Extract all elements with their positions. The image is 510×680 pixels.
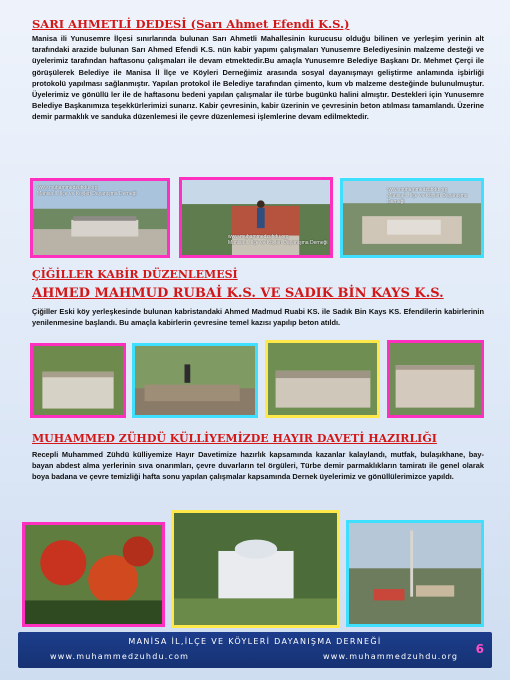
section3-photo-2 [171,510,340,628]
section1-photo-3 [340,178,484,258]
footer-bar [18,632,492,668]
section2-title-line2: AHMED MAHMUD RUBAİ K.S. VE SADIK BİN KAYS K.S. [32,286,444,301]
photo-watermark: www.muhammedzuhdu.org Manisa İl, İlçe ve Köyleri Dayanışma Derneği [228,234,328,246]
photo-watermark: www.muhammedzuhdu.org Manisa İl, İlçe ve Köyleri Dayanışma Derneği [37,185,137,197]
section3-photo-3 [346,520,484,627]
section1-photo-2 [179,177,333,258]
section1-photo-1 [30,178,170,258]
section2-photo-2 [132,343,258,418]
footer-website-right[interactable]: www.muhammedzuhdu.org [323,652,459,661]
footer-website-left[interactable]: www.muhammedzuhdu.com [50,652,190,661]
photo-watermark: www.muhammedzuhdu.org Manisa İl, İlçe ve Köyleri Dayanışma Derneği [387,187,468,205]
section3-photo-1 [22,522,165,627]
section1-title: SARI AHMETLİ DEDESİ (Sarı Ahmet Efendi K.S.) [32,17,350,31]
section3-text: Recepli Muhammed Zühdü külliyemize Hayır Davetimize hazırlık kapsamında kazanlar kalaylandı, mutfak, bulaşıkhane, bay-bayan abdest alma yerlerinin sıva onarımları, çevre duvarların tel örgüleri, Türbe demir parmaklıkların tamiratı ile genel olarak boya badana ve çevre temizliği hafta sonu yapılan çalışmalar kapsamında Dernek üyelerimiz ve gönüllülerimizce yapıldı. [32,450,484,482]
section2-photo-1 [30,343,126,418]
section1-text: Manisa ili Yunusemre İlçesi sınırlarında bulunan Sarı Ahmetli Mahallesinin kurucusu olduğu bilinen ve yerleşim yerinin alt tarafındaki arazide bulunan Sarı Ahmed Efendi K.S. nün kabir yapımı çalışmaları Yunusemre Belediyesinin malzeme desteği ve üyelerimiz tarafından haftasonu çalışmaları ile devam etmektedir.Bu amaçla Yunusemre Belediye Başkanı Dr. Mehmet Çerçi ile görüşülerek Belediye ile Manisa İl İlçe ve Köyleri Derneğimiz arasında sosyal dayanışmayı geliştirme anlamında işbirliği protokolü yapılması sağlanmıştır. Yapılan protokol ile Belediye tarafından çimento, kum vb malzeme desteğinde bulunulmuştur. Üyelerimiz ve gönüllü ler ile de haftasonu bedeni yapılan çalışmalar ile türbe bugünkü halini almıştır. Destekleri için Yunusemre Belediye Başkanımıza teşekkürlerimizi sunarız. Kabir çevresinin, kabir üzerinin ve çevresinin beton atılması tamamlandı. Üzerine demir parmaklık ve sanduka düzenlemesi ile çevre düzenlemesi işlemlerine devam edilmektedir. [32,34,484,122]
footer-org-name: MANİSA İL,İLÇE VE KÖYLERİ DAYANIŞMA DERNEĞİ [128,637,382,646]
section2-photo-4 [387,340,484,418]
page-number: 6 [475,642,484,656]
section2-text: Çiğiller Eski köy yerleşkesinde bulunan kabristandaki Ahmed Madmud Ruabi KS. ile Sadık Bin Kays KS. Efendilerin kabirlerinin yenilenmesine başlandı. Bu amaçla kabirlerin çevresine temel kazısı yapılıp beton atıldı. [32,307,484,328]
section2-title-line1: ÇİĞİLLER KABİR DÜZENLEMESİ [32,268,238,281]
section2-photo-3 [265,340,380,418]
section3-title: MUHAMMED ZÜHDÜ KÜLLİYEMİZDE HAYIR DAVETİ HAZIRLIĞI [32,432,437,445]
